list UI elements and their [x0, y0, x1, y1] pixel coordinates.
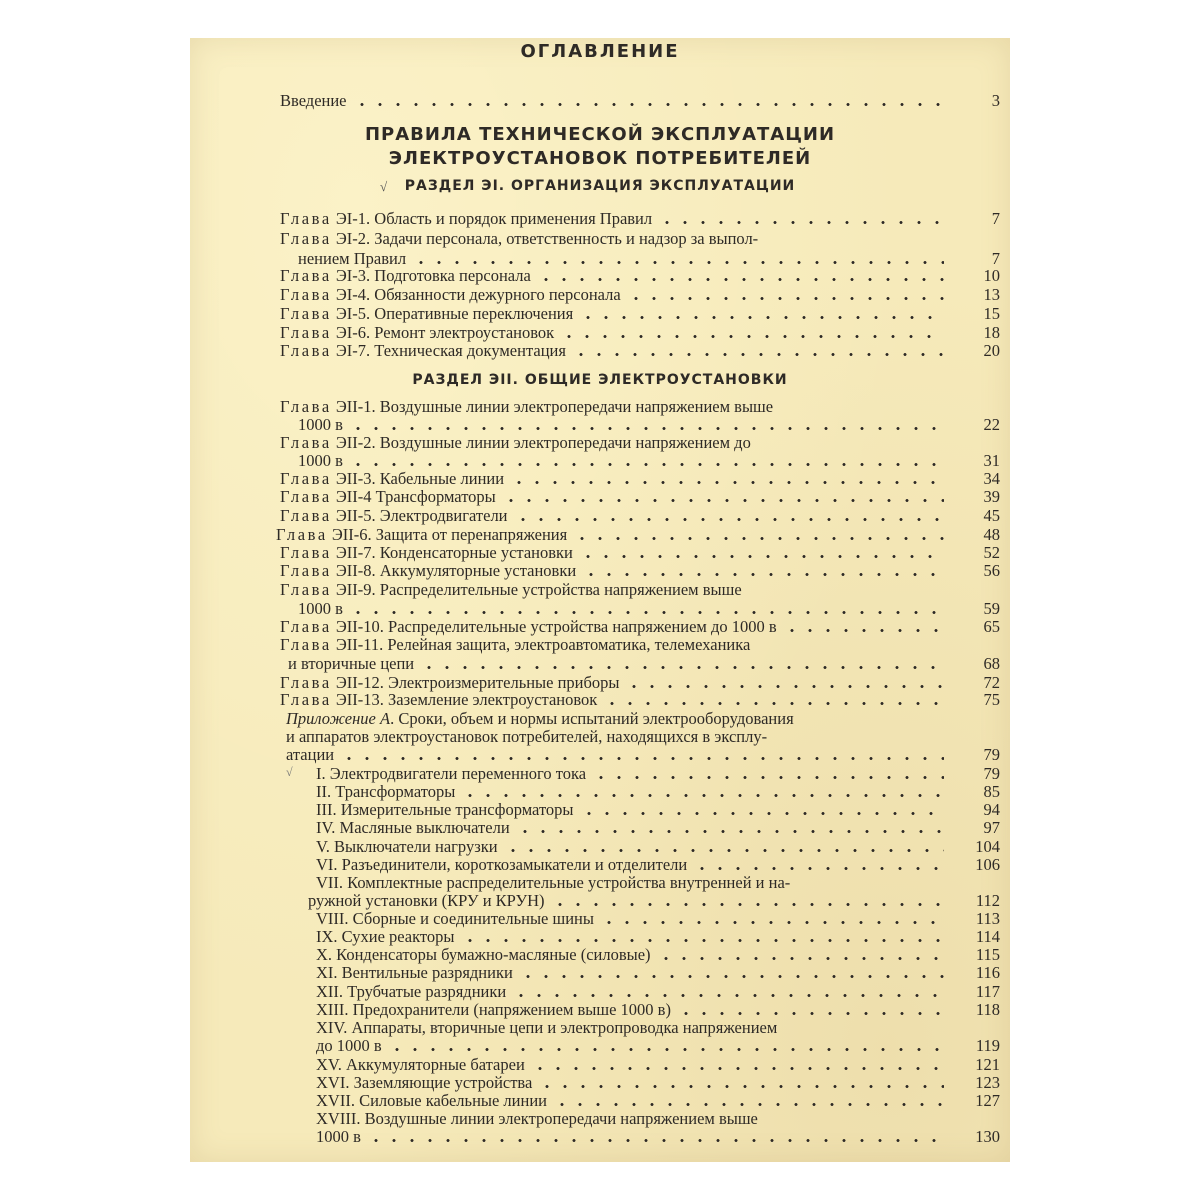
toc-entry-prefix: Глава	[280, 690, 332, 709]
dot-leader	[579, 316, 944, 319]
toc-entry-text: XVI. Заземляющие устройства	[316, 1073, 533, 1092]
toc-entry-title	[308, 891, 545, 911]
toc-entry-prefix: Глава	[280, 433, 332, 452]
toc-entry-text: III. Измерительные трансформаторы	[316, 800, 574, 819]
toc-entry-prefix: Приложение А	[286, 709, 391, 728]
toc-entry-prefix: Глава	[280, 580, 332, 599]
toc-entry	[316, 927, 950, 947]
toc-page-number: 18	[983, 323, 1000, 342]
toc-entry	[280, 397, 950, 417]
toc-entry-title	[316, 764, 586, 784]
toc-entry	[288, 654, 950, 674]
toc-entry-title	[280, 580, 742, 600]
toc-entry-title	[316, 800, 574, 820]
toc-page-number: 123	[975, 1073, 1000, 1092]
toc-entry-title	[316, 982, 506, 1002]
toc-page-number: 79	[983, 745, 1000, 764]
toc-page-number: 130	[975, 1127, 1000, 1146]
toc-page-number: 121	[975, 1055, 1000, 1074]
toc-entry	[316, 764, 950, 784]
toc-entry-title	[280, 433, 751, 453]
toc-entry-prefix: Глава	[280, 673, 332, 692]
toc-entry-text: XI. Вентильные разрядники	[316, 963, 513, 982]
toc-entry-prefix: Глава	[280, 469, 332, 488]
toc-entry-text: ЭII-6. Защита от перенапряжения	[327, 525, 568, 544]
toc-entry	[316, 1073, 950, 1093]
toc-page-number: 72	[983, 673, 1000, 692]
toc-entry-text: IV. Масляные выключатели	[316, 818, 510, 837]
toc-entry-title	[280, 487, 496, 507]
toc-entry-text: ЭI-4. Обязанности дежурного персонала	[331, 285, 621, 304]
toc-page-number: 127	[975, 1091, 1000, 1110]
toc-entry-prefix: Глава	[280, 304, 332, 323]
toc-entry	[316, 800, 950, 820]
toc-entry-title	[280, 285, 621, 305]
toc-page-number: 20	[983, 341, 1000, 360]
check-mark-icon: √	[286, 765, 293, 779]
toc-entry-text: ЭI-6. Ремонт электроустановок	[331, 323, 555, 342]
toc-entry-text: и вторичные цепи	[288, 654, 415, 673]
dot-leader	[349, 463, 944, 466]
toc-entry	[298, 451, 950, 471]
toc-entry	[280, 506, 950, 526]
toc-entry	[280, 91, 950, 111]
toc-entry-prefix: Глава	[280, 323, 332, 342]
toc-entry-title	[286, 727, 767, 747]
toc-page-number: 106	[975, 855, 1000, 874]
toc-entry-text: нением Правил	[298, 249, 407, 268]
toc-entry	[286, 745, 950, 765]
toc-entry	[280, 209, 950, 229]
toc-entry-title	[280, 561, 576, 581]
dot-leader	[693, 867, 944, 870]
toc-entry-prefix: Глава	[280, 229, 332, 248]
toc-entry-title	[316, 1109, 758, 1129]
toc-page-number: 39	[983, 487, 1000, 506]
toc-page-number: 13	[983, 285, 1000, 304]
toc-entry-title	[298, 451, 343, 471]
toc-page-number: 3	[991, 91, 1000, 110]
toc-entry-text: ЭII-2. Воздушные линии электропередачи напряжением до	[331, 433, 751, 452]
toc-entry-title	[280, 323, 554, 343]
toc-entry-title	[316, 945, 651, 965]
dot-leader	[572, 353, 944, 356]
dot-leader	[579, 555, 944, 558]
toc-entry-text: ЭII-9. Распределительные устройства напряжением выше	[331, 580, 742, 599]
toc-entry	[316, 1036, 950, 1056]
dot-leader	[582, 573, 944, 576]
rules-title-line-1: ПРАВИЛА ТЕХНИЧЕСКОЙ ЭКСПЛУАТАЦИИ	[364, 124, 836, 145]
dot-leader	[519, 975, 944, 978]
toc-entry	[280, 285, 950, 305]
section-title-1: РАЗДЕЛ ЭI. ОРГАНИЗАЦИЯ ЭКСПЛУАТАЦИИ	[404, 178, 796, 194]
toc-entry-prefix: Глава	[280, 635, 332, 654]
toc-entry-text: 1000 в	[298, 451, 343, 470]
toc-entry-text: II. Трансформаторы	[316, 782, 456, 801]
toc-entry-text: ЭII-11. Релейная защита, электроавтоматика, телемеханика	[331, 635, 751, 654]
toc-entry-text: и аппаратов электроустановок потребителей, находящихся в эксплу-	[286, 727, 768, 746]
toc-page-number: 7	[991, 249, 1000, 268]
dot-leader	[603, 702, 944, 705]
toc-entry-text: X. Конденсаторы бумажно-масляные (силовые)	[316, 945, 651, 964]
toc-page-number: 97	[983, 818, 1000, 837]
toc-entry	[280, 229, 950, 249]
toc-entry	[316, 945, 950, 965]
toc-entry	[298, 415, 950, 435]
toc-entry-text: XVIII. Воздушные линии электропередачи напряжением выше	[316, 1109, 758, 1128]
toc-entry-text: ЭII-8. Аккумуляторные установки	[331, 561, 577, 580]
toc-entry-text: 1000 в	[298, 599, 343, 618]
toc-entry-title	[280, 341, 566, 361]
toc-entry-text: Введение	[280, 91, 347, 110]
toc-entry-text: ЭII-10. Распределительные устройства напряжением до 1000 в	[331, 617, 777, 636]
toc-entry-text: ЭII-13. Заземление электроустановок	[331, 690, 598, 709]
dot-leader	[502, 499, 944, 502]
toc-entry-text: ЭII-12. Электроизмерительные приборы	[331, 673, 620, 692]
toc-entry-text: XIV. Аппараты, вторичные цепи и электропроводка напряжением	[316, 1018, 778, 1037]
dot-leader	[600, 921, 944, 924]
dot-leader	[353, 103, 944, 106]
toc-entry-prefix: Глава	[280, 617, 332, 636]
toc-entry-title	[286, 709, 794, 729]
toc-entry	[280, 341, 950, 361]
toc-entry-text: до 1000 в	[316, 1036, 382, 1055]
toc-entry	[280, 487, 950, 507]
toc-page-number: 117	[975, 982, 1000, 1001]
toc-page-number: 22	[983, 415, 1000, 434]
toc-entry-title	[280, 397, 773, 417]
toc-entry-text: атации	[286, 745, 335, 764]
toc-entry-text: ЭII-1. Воздушные линии электропередачи напряжением выше	[331, 397, 774, 416]
toc-entry-text: VII. Комплектные распределительные устройства внутренней и на-	[316, 873, 791, 892]
toc-entry-title	[316, 1073, 532, 1093]
toc-entry	[280, 304, 950, 324]
toc-entry-prefix: Глава	[280, 285, 332, 304]
dot-leader	[537, 278, 944, 281]
toc-entry-title	[316, 837, 498, 857]
toc-entry-title	[316, 1018, 777, 1038]
toc-entry-text: I. Электродвигатели переменного тока	[316, 764, 587, 783]
toc-entry	[316, 963, 950, 983]
dot-leader	[412, 261, 944, 264]
dot-leader	[349, 611, 944, 614]
toc-entry	[280, 617, 950, 637]
toc-entry	[316, 909, 950, 929]
dot-leader	[538, 1085, 944, 1088]
toc-entry	[316, 818, 950, 838]
toc-page-number: 79	[983, 764, 1000, 783]
toc-entry-text: ЭII-4 Трансформаторы	[331, 487, 496, 506]
toc-page-number: 118	[975, 1000, 1000, 1019]
dot-leader	[551, 903, 944, 906]
toc-page-number: 112	[975, 891, 1000, 910]
toc-entry-title	[316, 855, 687, 875]
dot-leader	[461, 939, 944, 942]
toc-entry-text: XV. Аккумуляторные батареи	[316, 1055, 525, 1074]
toc-entry-title	[316, 818, 510, 838]
toc-entry	[316, 837, 950, 857]
toc-entry	[280, 580, 950, 600]
toc-entry-text: ЭII-3. Кабельные линии	[331, 469, 505, 488]
toc-entry-text: IX. Сухие реакторы	[316, 927, 455, 946]
toc-entry-title	[316, 963, 513, 983]
toc-page-number: 85	[983, 782, 1000, 801]
toc-entry-text: XIII. Предохранители (напряжением выше 1000 в)	[316, 1000, 671, 1019]
toc-page-number: 75	[983, 690, 1000, 709]
toc-entry-text: XVII. Силовые кабельные линии	[316, 1091, 547, 1110]
toc-entry-title	[316, 1091, 547, 1111]
dot-leader	[340, 757, 944, 760]
toc-page-number: 65	[983, 617, 1000, 636]
toc-page-number: 15	[983, 304, 1000, 323]
toc-entry-text: ЭI-3. Подготовка персонала	[331, 266, 531, 285]
toc-page-number: 34	[983, 469, 1000, 488]
toc-entry-text: ЭII-5. Электродвигатели	[331, 506, 508, 525]
dot-leader	[783, 629, 944, 632]
toc-entry-text: VI. Разъединители, короткозамыкатели и отделители	[316, 855, 688, 874]
toc-entry-text: ЭI-1. Область и порядок применения Правил	[331, 209, 653, 228]
dot-leader	[560, 335, 944, 338]
toc-entry-prefix: Глава	[280, 506, 332, 525]
toc-entry-text: ЭI-2. Задачи персонала, ответственность и надзор за выпол-	[331, 229, 759, 248]
toc-title: ОГЛАВЛЕНИЕ	[520, 41, 680, 62]
toc-entry	[276, 525, 950, 545]
dot-leader	[512, 994, 944, 997]
toc-entry-title	[316, 1036, 382, 1056]
toc-entry-title	[316, 782, 455, 802]
dot-leader	[625, 685, 944, 688]
toc-entry-prefix: Глава	[280, 543, 332, 562]
toc-entry-title	[280, 209, 652, 229]
toc-entry-text: . Сроки, объем и нормы испытаний электрооборудования	[390, 709, 794, 728]
toc-entry-title	[316, 1127, 361, 1147]
toc-page-number: 113	[975, 909, 1000, 928]
dot-leader	[516, 830, 944, 833]
toc-entry	[286, 709, 950, 729]
toc-page-number: 48	[983, 525, 1000, 544]
toc-entry	[316, 782, 950, 802]
dot-leader	[461, 794, 944, 797]
toc-entry	[280, 433, 950, 453]
toc-entry-text: ЭI-7. Техническая документация	[331, 341, 566, 360]
dot-leader	[420, 666, 944, 669]
rules-title-line-2: ЭЛЕКТРОУСТАНОВОК ПОТРЕБИТЕЛЕЙ	[388, 148, 812, 169]
toc-entry-title	[280, 469, 504, 489]
toc-entry-title	[280, 506, 508, 526]
toc-entry-text: ЭII-7. Конденсаторные установки	[331, 543, 573, 562]
dot-leader	[388, 1048, 944, 1051]
dot-leader	[573, 537, 944, 540]
toc-entry	[316, 1109, 950, 1129]
dot-leader	[657, 957, 944, 960]
dot-leader	[580, 812, 944, 815]
toc-entry	[280, 635, 950, 655]
toc-entry	[280, 323, 950, 343]
dot-leader	[531, 1067, 944, 1070]
toc-entry	[316, 1055, 950, 1075]
check-mark-icon: √	[380, 179, 388, 194]
toc-entry	[280, 561, 950, 581]
toc-entry	[316, 873, 950, 893]
dot-leader	[367, 1139, 944, 1142]
dot-leader	[349, 427, 944, 430]
toc-entry	[286, 727, 950, 747]
toc-entry-title	[280, 91, 347, 111]
toc-entry-text: V. Выключатели нагрузки	[316, 837, 498, 856]
toc-entry	[316, 1000, 950, 1020]
toc-entry	[316, 1127, 950, 1147]
toc-entry-prefix: Глава	[280, 561, 332, 580]
toc-entry-text: ЭI-5. Оперативные переключения	[331, 304, 574, 323]
toc-entry	[316, 855, 950, 875]
toc-entry-prefix: Глава	[280, 209, 332, 228]
toc-page-number: 7	[991, 209, 1000, 228]
toc-entry-text: ружной установки (КРУ и КРУН)	[308, 891, 545, 910]
toc-page-number: 119	[975, 1036, 1000, 1055]
dot-leader	[592, 776, 944, 779]
toc-entries	[190, 38, 1010, 1162]
toc-entry-text: XII. Трубчатые разрядники	[316, 982, 507, 1001]
dot-leader	[627, 297, 944, 300]
dot-leader	[514, 518, 944, 521]
toc-entry-title	[316, 909, 594, 929]
dot-leader	[510, 481, 944, 484]
toc-entry-text: 1000 в	[316, 1127, 361, 1146]
section-title-2: РАЗДЕЛ ЭII. ОБЩИЕ ЭЛЕКТРОУСТАНОВКИ	[412, 372, 788, 388]
toc-entry-prefix: Глава	[280, 487, 332, 506]
toc-page-number: 68	[983, 654, 1000, 673]
toc-page-number: 114	[975, 927, 1000, 946]
toc-entry-prefix: Глава	[276, 525, 328, 544]
toc-entry-prefix: Глава	[280, 341, 332, 360]
toc-page-number: 104	[975, 837, 1000, 856]
dot-leader	[553, 1103, 944, 1106]
toc-entry-title	[280, 266, 531, 286]
toc-page-number: 116	[975, 963, 1000, 982]
toc-page-number: 45	[983, 506, 1000, 525]
toc-entry	[298, 599, 950, 619]
toc-entry-title	[316, 1055, 525, 1075]
toc-page-number: 115	[975, 945, 1000, 964]
dot-leader	[677, 1012, 944, 1015]
toc-entry	[316, 982, 950, 1002]
toc-entry-title	[316, 927, 455, 947]
toc-entry-prefix: Глава	[280, 266, 332, 285]
toc-entry-title	[298, 599, 343, 619]
toc-page-number: 31	[983, 451, 1000, 470]
toc-entry	[308, 891, 950, 911]
dot-leader	[504, 849, 944, 852]
toc-entry-title	[288, 654, 414, 674]
toc-entry-title	[280, 229, 758, 249]
toc-entry-title	[286, 745, 334, 765]
toc-entry-title	[316, 873, 790, 893]
toc-entry-title	[280, 690, 597, 710]
toc-entry-title	[280, 617, 777, 637]
toc-entry-text: VIII. Сборные и соединительные шины	[316, 909, 594, 928]
toc-entry	[280, 266, 950, 286]
toc-entry-title	[280, 543, 573, 563]
toc-entry	[316, 1091, 950, 1111]
toc-entry	[280, 690, 950, 710]
toc-entry-title	[280, 635, 750, 655]
toc-page-number: 59	[983, 599, 1000, 618]
toc-entry-title	[280, 304, 573, 324]
toc-entry-text: 1000 в	[298, 415, 343, 434]
toc-entry-title	[276, 525, 567, 545]
toc-entry	[316, 1018, 950, 1038]
toc-entry	[280, 543, 950, 563]
toc-entry-prefix: Глава	[280, 397, 332, 416]
toc-page-number: 94	[983, 800, 1000, 819]
toc-page-number: 52	[983, 543, 1000, 562]
book-page	[190, 38, 1010, 1162]
toc-entry-title	[316, 1000, 671, 1020]
dot-leader	[658, 221, 944, 224]
toc-page-number: 10	[983, 266, 1000, 285]
toc-entry	[280, 469, 950, 489]
toc-page-number: 56	[983, 561, 1000, 580]
toc-entry-title	[298, 415, 343, 435]
